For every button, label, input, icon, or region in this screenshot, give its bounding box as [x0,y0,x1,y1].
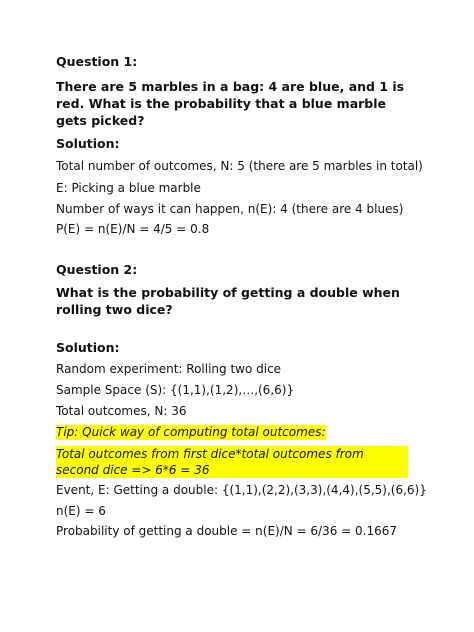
solution-1-line: Number of ways it can happen, n(E): 4 (there are 4 blues) [56,202,404,216]
solution-2-line: Sample Space (S): {(1,1),(1,2),…,(6,6)} [56,383,295,397]
question-2-heading: Question 2: [56,262,138,277]
solution-1-line: P(E) = n(E)/N = 4/5 = 0.8 [56,222,210,236]
question-2-text: What is the probability of getting a double when rolling two dice? [56,285,400,317]
solution-1-heading: Solution: [56,136,120,151]
question-1-text: There are 5 marbles in a bag: 4 are blue, and 1 is red. What is the probability that a blue marble gets picked? [56,79,405,128]
solution-1-line: E: Picking a blue marble [56,181,201,195]
solution-2-line: n(E) = 6 [56,504,106,518]
question-1-heading: Question 1: [56,54,138,69]
solution-2-line: Total outcomes, N: 36 [56,404,187,418]
solution-2-line: Random experiment: Rolling two dice [56,362,282,376]
solution-2-line: Probability of getting a double = n(E)/N = 6/36 = 0.1667 [56,524,398,538]
solution-1-line: Total number of outcomes, N: 5 (there are 5 marbles in total) [56,159,423,173]
solution-2-line: Event, E: Getting a double: {(1,1),(2,2),(3,3),(4,4),(5,5),(6,6)} [56,483,427,497]
tip-detail-highlight: Total outcomes from first dice*total outcomes from second dice => 6*6 = 36 [56,446,408,478]
tip-highlight: Tip: Quick way of computing total outcomes: [56,425,326,439]
solution-2-heading: Solution: [56,340,120,355]
